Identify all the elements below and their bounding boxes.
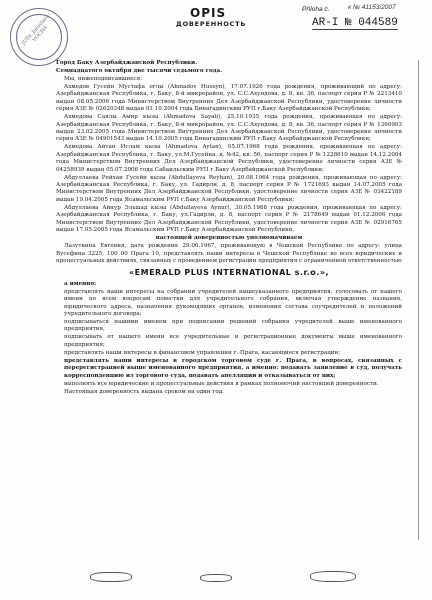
intro-line: Мы, нижеподписавшиеся: (64, 76, 143, 82)
date-line: Семнадцатого октября две тысячи седьмого года. (56, 68, 223, 74)
authorization-line: настоящей доверенностью уполномачиваем (155, 235, 303, 242)
signature-stroke (200, 574, 232, 582)
document-body (56, 60, 402, 397)
company-name: «EMERALD PLUS INTERNATIONAL s.r.o.», (128, 268, 330, 278)
power-item: представлять наши интересы в городском торговом суде г. Прага, в вопросах, связанных с перерегистрацией выше именованного предприятия, а именно: подавать заявление в суд, получать корреспонденцию из торгового суда, подавать апелляции и отказываться от них; (64, 357, 402, 379)
signature-marks (80, 570, 380, 584)
signature-stroke (310, 571, 356, 582)
namely-label: а именно: (64, 280, 97, 287)
registration-number: к № 41153/2007 (348, 4, 396, 11)
power-item: выполнять все юридические и процессуальные действия в рамках полномочий настоящей доверенности. (64, 380, 379, 387)
page-margin-line (418, 60, 419, 540)
seal-text: JUDr. Jaroslava VOCHÁ (20, 13, 51, 47)
principal-4: Абдуллаева Рейхан Гусейн кызы (Abdullayeva Reyhan), 20.08.1964 года рождения, проживающая по адресу: Азербайджанская Республика, г. Баку, ул. Гадирли, д. 8, паспорт серия Р № 1721693 выдан 14.07.2005 года Министерством Внутренних Дел Азербайджанской Республики, удостоверение личности серия АЗЕ № 03422189 выдан 19.04.2005 года Ясамальским РУП г.Баку Азербайджанской Республики; (56, 174, 402, 203)
city-line: Город Баку Азербайджанской Республики. (56, 60, 198, 66)
power-item: представлять наши интересы в финансовом управлении г. Прага, касающиеся регистрации; (64, 349, 341, 356)
signature-stroke (90, 572, 132, 582)
document-subtitle: ДОВЕРЕННОСТЬ (176, 20, 247, 28)
document-title: OPIS (190, 6, 227, 20)
power-item: подписывать от нашего имени все учредительные и регистрационные документы выше именованного предприятия; (64, 334, 402, 348)
attachment-label: Příloha č. (302, 6, 330, 13)
closing-line: Настоящая доверенность выдана сроком на один год. (64, 388, 224, 395)
principal-5: Абдуллаева Айнур Эльшад кызы (Abdullayeva Aynur), 30.05.1988 года рождения, проживающая по адресу: Азербайджанская Республика, г. Баку, ул.Гадирли, д. 8, паспорт серия Р № 2178649 выдан 01.12.2006 года Министерством Внутренних Дел Азербайджанской Республики, удостоверение личности серия АЗЕ № 02916765 выдан 17.05.2005 года Ясамальским РУП г.Баку Азербайджанской Республики, (56, 204, 402, 234)
principal-3: Ахмедова Айтан Ислам кызы (Ahmadova Aytan), 05.07.1968 года рождения, проживающая по адресу: Азербайджанская Республика, г. Баку, ул.М.Гусейна, д. №42, кв. 56, паспорт серия Р № 1228610 выдан 14.12.2004 года Министерством Внутренних Дел Азербайджанской Республики, удостоверение личности серия АЗЕ № 04258939 выдан 05.07.2006 года Сабаильским РУП г.Баку Азербайджанской Республики; (56, 144, 402, 173)
agent-paragraph: Лазуткина Евгения, дата рождения 29.06.1967, проживающую в Чешской Республике по адресу: улица Вусефина 3225, 100 00 Прага 10, представлять наши интересы в Чешской Республике во всех юридических и процессуальных действиях, связанных с проведением регистрации предприятия с ограниченной ответственностью (56, 243, 402, 264)
principal-1: Ахмедов Гусейн Мустафа оглы (Ahmadov Huseyn), 17.07.1926 года рождения, проживающий по адресу: Азербайджанская Республика, г. Баку, 8-й микрорайон, ул. С.С.Ахундова, д. 8, кв. 36, паспорт серия Р № 2213410 выдан 08.05.2006 года Министерством Внутренних Дел Азербайджанской Республики, удостоверение личности серия АЗЕ № 02620348 выдан 01.10.2004 года Бинагадинским РУП г.Баку Азербайджанской Республики; (56, 84, 402, 113)
power-item: представлять наши интересы на собрании учредителей вышеуказанного предприятия, голосовать от нашего имени по всем вопросам повестки для учредительного собрания, включая утверждение названия, юридического адреса, назначения руководящих органов, изменения состава соучредителей и положений учредительного договора; (64, 288, 402, 317)
principal-2: Ахмедова Саялы Амир кызы (Ahmadova Sayali), 25.10.1935 года рождения, проживающая по адресу: Азербайджанская Республика, г. Баку, 8-й микрорайон, ул. С.С.Ахундова, д. 8, кв. 36, паспорт серия Р № 1360903 выдан 23.02.2005 года Министерством Внутренних Дел Азербайджанской Республики, удостоверение личности серия АЗЕ № 04901543 выдан 14.10.2005 года Бинагадинским РУП г.Баку Азербайджанской Республики; (56, 114, 402, 143)
power-item: подписываться нашими именем при подписании решений собрания учредителей выше именованного предприятия, (64, 318, 402, 333)
serial-number: AR-I № 044589 (312, 17, 398, 29)
